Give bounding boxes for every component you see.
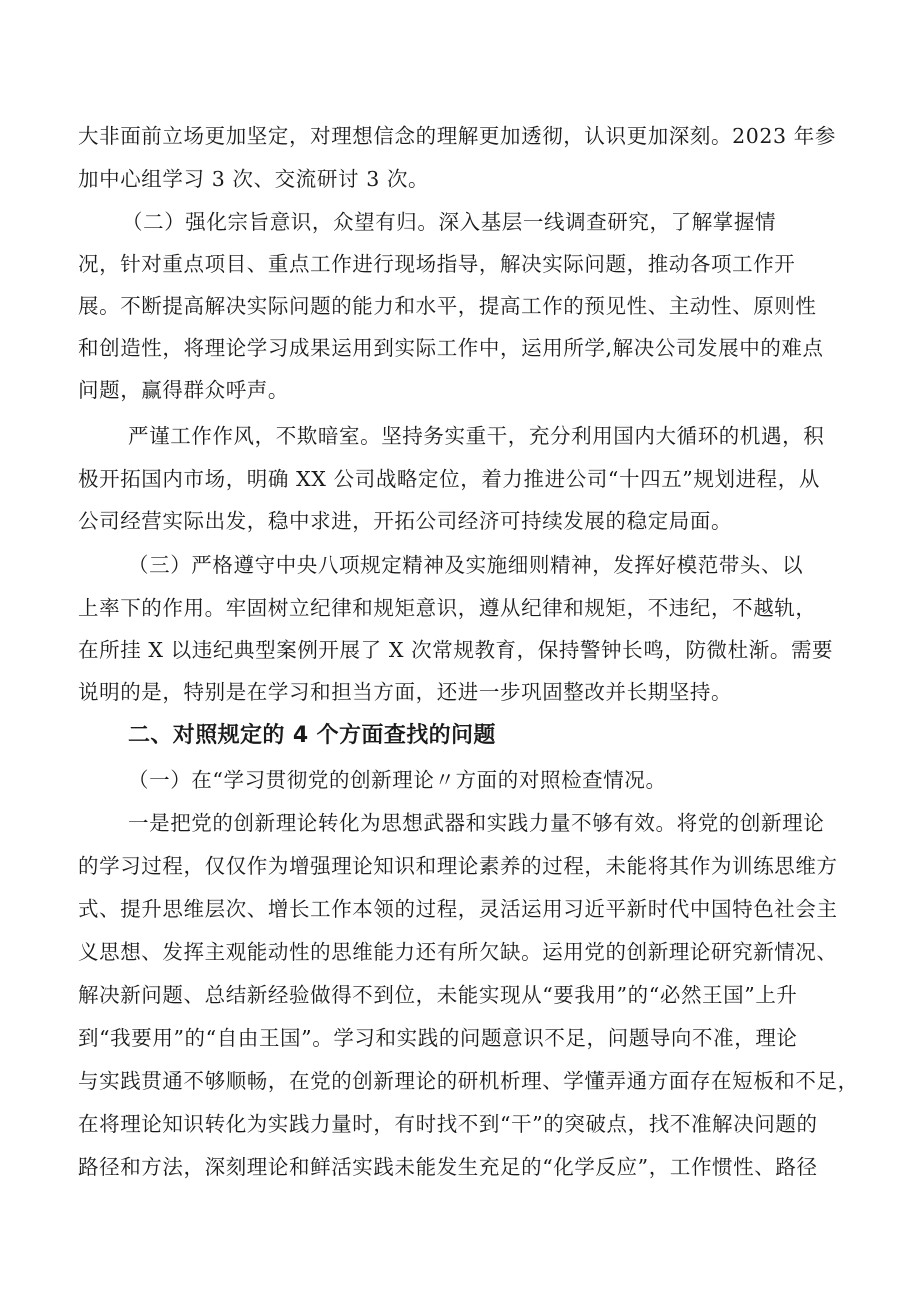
text-line: 和创造性，将理论学习成果运用到实际工作中，运用所学,解决公司发展中的难点: [78, 336, 824, 360]
text-line: 说明的是，特别是在学习和担当方面，还进一步巩固整改并长期坚持。: [78, 680, 733, 704]
chapter-heading: 二、对照规定的 4 个方面查找的问题: [128, 723, 496, 748]
section-heading-3: （三）严格遵守中央八项规定精神及实施细则精神，发挥好模范带头、以: [128, 553, 804, 577]
text-line: 路径和方法，深刻理论和鲜活实践未能发生充足的“化学反应”，工作惯性、路径: [78, 1155, 818, 1179]
text-line: 问题，赢得群众呼声。: [78, 378, 289, 402]
text-line: 严谨工作作风，不欺暗室。坚持务实重干，充分利用国内大循环的机遇，积: [128, 424, 825, 448]
text-line: 在所挂 X 以违纪典型案例开展了 X 次常规教育，保持警钟长鸣，防微杜渐。需要: [78, 638, 834, 662]
text-line: 一是把党的创新理论转化为思想武器和实践力量不够有效。将党的创新理论: [128, 811, 825, 835]
section-heading-2: （二）强化宗旨意识，众望有归。深入基层一线调查研究，了解掌握情: [122, 210, 777, 234]
text-line: 在将理论知识转化为实践力量时，有时找不到“干”的突破点，找不准解决问题的: [78, 1112, 818, 1136]
text-line: 义思想、发挥主观能动性的思维能力还有所欠缺。运用党的创新理论研究新情况、: [78, 940, 838, 964]
text-line: 公司经营实际出发，稳中求进，开拓公司经济可持续发展的稳定局面。: [78, 509, 733, 533]
text-line: 与实践贯通不够顺畅，在党的创新理论的研机析理、学懂弄通方面存在短板和不足，: [78, 1069, 859, 1093]
text-line: 大非面前立场更加坚定，对理想信念的理解更加透彻，认识更加深刻。2023 年参: [78, 124, 836, 148]
text-line: 极开拓国内市场，明确 XX 公司战略定位，着力推进公司“十四五”规划进程，从: [78, 467, 820, 491]
text-line: 上率下的作用。牢固树立纪律和规矩意识，遵从纪律和规矩，不违纪，不越轨，: [78, 596, 817, 620]
text-line: 式、提升思维层次、增长工作本领的过程，灵活运用习近平新时代中国特色社会主: [78, 897, 838, 921]
text-line: 展。不断提高解决实际问题的能力和水平，提高工作的预见性、主动性、原则性: [78, 294, 817, 318]
text-line: 解决新问题、总结新经验做得不到位，未能实现从“要我用”的“必然王国”上升: [78, 983, 798, 1007]
text-line: 加中心组学习 3 次、交流研讨 3 次。: [78, 167, 430, 191]
text-line: 到“我要用”的“自由王国”。学习和实践的问题意识不足，问题导向不准，理论: [78, 1026, 798, 1050]
subsection-heading-1: （一）在“学习贯彻党的创新理论〃方面的对照检查情况。: [128, 768, 667, 792]
text-line: 的学习过程，仅仅作为增强理论知识和理论素养的过程，未能将其作为训练思维方: [78, 854, 838, 878]
text-line: 况，针对重点项目、重点工作进行现场指导，解决实际问题，推动各项工作开: [78, 252, 796, 276]
